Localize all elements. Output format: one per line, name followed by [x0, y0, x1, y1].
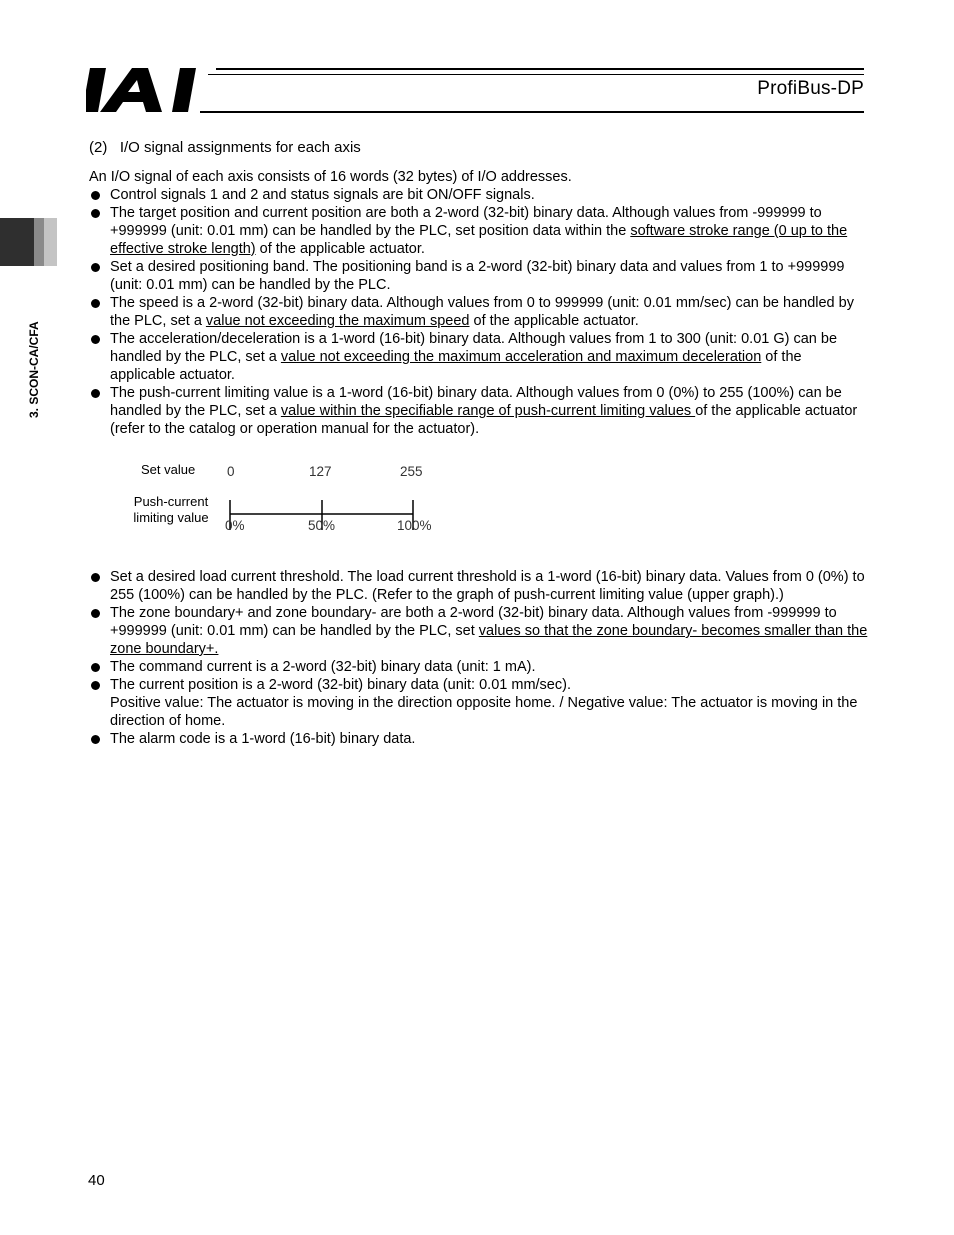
bullet-text: The current position is a 2-word (32-bit) binary data (unit: 0.01 mm/sec).	[110, 677, 571, 693]
push-current-label-line2: limiting value	[133, 510, 209, 525]
chapter-label: 3. SCON-CA/CFA	[27, 321, 41, 418]
set-value-255: 255	[400, 464, 423, 479]
bullet-item	[89, 258, 869, 294]
bullet-text: of the applicable actuator.	[255, 241, 425, 257]
push-current-label-line1: Push-current	[133, 494, 209, 509]
bullet-dot-icon	[91, 663, 100, 672]
bullet-list-top	[89, 186, 869, 438]
side-tab-marker	[0, 218, 34, 266]
bullet-dot-icon	[91, 191, 100, 200]
bullet-dot-icon	[91, 573, 100, 582]
set-value-127: 127	[309, 464, 332, 479]
intro-paragraph: An I/O signal of each axis consists of 16 words (32 bytes) of I/O addresses.	[89, 169, 572, 185]
bullet-emphasis-text: value not exceeding the maximum speed	[205, 313, 470, 329]
header-title: ProfiBus-DP	[757, 78, 864, 99]
bullet-list-bottom	[89, 568, 869, 748]
bullet-item	[89, 294, 869, 330]
page-number: 40	[88, 1172, 105, 1189]
bullet-text: The alarm code is a 1-word (16-bit) binary data.	[110, 731, 416, 747]
bullet-dot-icon	[91, 735, 100, 744]
bullet-emphasis-text: software stroke range (0 up to the effective stroke length)	[110, 223, 848, 257]
bullet-text: of the applicable actuator.	[110, 349, 802, 383]
bullet-dot-icon	[91, 609, 100, 618]
percent-0: 0%	[225, 518, 245, 533]
bullet-dot-icon	[91, 209, 100, 218]
bullet-text: Set a desired positioning band. The positioning band is a 2-word (32-bit) binary data and values from 1 to +999999 (unit: 0.01 mm) can be handled by the PLC.	[110, 259, 845, 293]
bullet-emphasis-text: value not exceeding the maximum acceleration and maximum deceleration	[280, 349, 762, 365]
iai-logo	[86, 66, 206, 114]
set-value-label: Set value	[141, 462, 196, 477]
bullet-text: The speed is a 2-word (32-bit) binary data. Although values from 0 to 999999 (unit: 0.01 mm/sec) can be handled by the PLC, set a	[110, 295, 854, 329]
bullet-dot-icon	[91, 681, 100, 690]
section-title: (2) I/O signal assignments for each axis	[89, 139, 361, 156]
bullet-text: of the applicable actuator (refer to the catalog or operation manual for the actuator).	[110, 403, 858, 437]
bullet-dot-icon	[91, 389, 100, 398]
header-rule-top	[216, 68, 864, 70]
bullet-item	[89, 568, 869, 604]
bullet-text: The target position and current position are both a 2-word (32-bit) binary data. Although values from -999999 to +999999 (unit: 0.01 mm) can be handled by the PLC, set position data within the	[110, 205, 822, 239]
bullet-text: Set a desired load current threshold. The load current threshold is a 1-word (16-bit) binary data. Values from 0 (0%) to 255 (100%) can be handled by the PLC. (Refer to the graph of push-current limiting value (upper graph).)	[110, 569, 865, 603]
bullet-emphasis-text: values so that the zone boundary- becomes smaller than the zone boundary+.	[110, 623, 868, 657]
set-value-0: 0	[227, 464, 235, 479]
bullet-dot-icon	[91, 263, 100, 272]
bullet-item	[89, 658, 869, 676]
bullet-item	[89, 204, 869, 258]
bullet-text: The zone boundary+ and zone boundary- are both a 2-word (32-bit) binary data. Although values from -999999 to +999999 (unit: 0.01 mm) can be handled by the PLC, set	[110, 605, 837, 639]
bullet-text: The acceleration/deceleration is a 1-word (16-bit) binary data. Although values from 1 to 300 (unit: 0.01 G) can be handled by the PLC, set a	[110, 331, 838, 365]
bullet-item	[89, 604, 869, 658]
header-rule-top-thin	[208, 74, 864, 75]
bullet-item	[89, 676, 869, 730]
side-tab-marker-light	[44, 218, 57, 266]
push-current-label	[125, 494, 217, 526]
push-current-diagram	[89, 438, 869, 568]
bullet-text: The push-current limiting value is a 1-word (16-bit) binary data. Although values from 0 (0%) to 255 (100%) can be handled by the PLC, set a	[110, 385, 842, 419]
bullet-text: of the applicable actuator.	[469, 313, 639, 329]
percent-100: 100%	[397, 518, 432, 533]
percent-50: 50%	[308, 518, 336, 533]
bullet-extra-text: Positive value: The actuator is moving in the direction opposite home. / Negative value: The actuator is moving in the direction of home.	[110, 695, 858, 729]
bullet-item	[89, 330, 869, 384]
header-rule-bottom	[200, 111, 864, 113]
bullet-item	[89, 384, 869, 438]
bullet-item	[89, 730, 869, 748]
bullet-item	[89, 186, 869, 204]
bullet-emphasis-text: value within the specifiable range of push-current limiting values	[280, 403, 696, 419]
side-tab-marker-mid	[34, 218, 44, 266]
bullet-text: Control signals 1 and 2 and status signals are bit ON/OFF signals.	[110, 187, 535, 203]
page-body	[89, 168, 869, 748]
bullet-text: The command current is a 2-word (32-bit) binary data (unit: 1 mA).	[110, 659, 536, 675]
bullet-dot-icon	[91, 335, 100, 344]
bullet-dot-icon	[91, 299, 100, 308]
